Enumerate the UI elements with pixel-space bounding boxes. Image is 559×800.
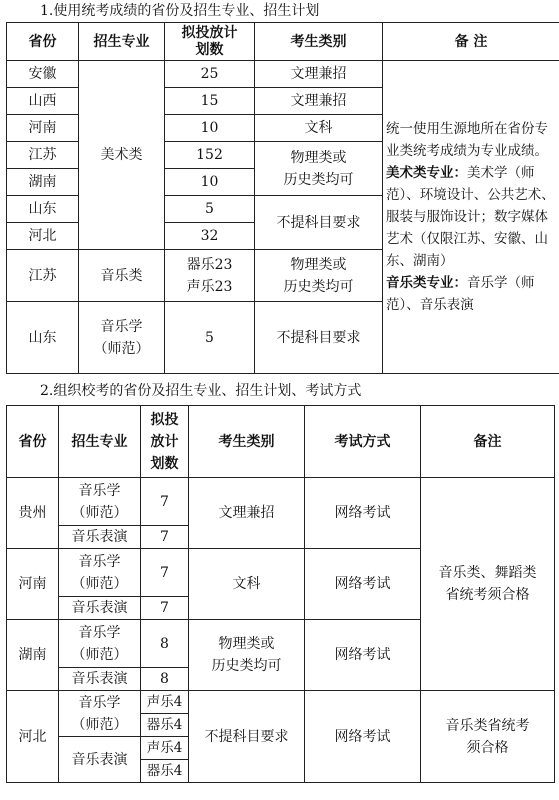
province-cell: 河南 — [7, 115, 79, 142]
major-cell: 音乐学 （师范） — [59, 691, 141, 737]
plan-cell: 25 — [165, 61, 255, 88]
header-type: 考生类别 — [189, 406, 305, 478]
major-cell-music: 音乐类 — [79, 250, 165, 302]
header-exam: 考试方式 — [305, 406, 421, 478]
plan-cell: 7 — [141, 549, 189, 597]
plan-cell: 8 — [141, 620, 189, 668]
header-note: 备注 — [421, 406, 555, 478]
note-cell — [383, 61, 559, 374]
header-major: 招生专业 — [79, 23, 165, 61]
plan-cell: 7 — [141, 478, 189, 526]
note-art-text: 美术学（师范）、环境设计、公共艺术、服装与服饰设计；数字媒体艺术（仅限江苏、安徽、山东、湖南） — [386, 165, 555, 269]
note-cell-a: 音乐类、舞蹈类 省统考须合格 — [421, 478, 555, 691]
major-cell-art: 美术类 — [79, 61, 165, 250]
header-province: 省份 — [7, 23, 79, 61]
exam-cell: 网络考试 — [305, 549, 421, 620]
province-cell: 河南 — [7, 549, 59, 620]
province-cell: 河北 — [7, 223, 79, 250]
plan-cell: 5 — [165, 302, 255, 374]
major-cell: 音乐学 （师范） — [59, 549, 141, 597]
plan-cell: 器乐4 — [141, 760, 189, 783]
note-cell-b: 音乐类省统考 须合格 — [421, 691, 555, 783]
province-cell: 湖南 — [7, 620, 59, 691]
exam-cell: 网络考试 — [305, 478, 421, 549]
header-major: 招生专业 — [59, 406, 141, 478]
province-cell: 安徽 — [7, 61, 79, 88]
type-cell: 文理兼招 — [255, 61, 383, 88]
header-note: 备 注 — [383, 23, 559, 61]
header-province: 省份 — [7, 406, 59, 478]
plan-cell: 声乐4 — [141, 737, 189, 760]
plan-cell: 10 — [165, 169, 255, 196]
province-cell: 河北 — [7, 691, 59, 783]
type-cell: 物理类或 历史类均可 — [189, 620, 305, 691]
type-cell: 文理兼招 — [255, 88, 383, 115]
plan-cell: 7 — [141, 597, 189, 620]
type-cell: 物理类或 历史类均可 — [255, 142, 383, 196]
section1-title: 1.使用统考成绩的省份及招生专业、招生计划 — [40, 3, 320, 19]
type-cell: 文理兼招 — [189, 478, 305, 549]
plan-cell: 15 — [165, 88, 255, 115]
plan-cell: 7 — [141, 526, 189, 549]
type-cell: 文科 — [255, 115, 383, 142]
province-cell: 贵州 — [7, 478, 59, 549]
plan-cell: 8 — [141, 668, 189, 691]
type-cell: 物理类或 历史类均可 — [255, 250, 383, 302]
major-cell: 音乐表演 — [59, 737, 141, 783]
note-art-label: 美术类专业： — [386, 165, 467, 181]
province-cell: 山东 — [7, 196, 79, 223]
type-cell: 不提科目要求 — [255, 302, 383, 374]
exam-cell: 网络考试 — [305, 691, 421, 783]
school-exam-table — [6, 405, 555, 783]
plan-cell: 5 — [165, 196, 255, 223]
header-plan: 拟投放计 划数 — [165, 23, 255, 61]
type-cell: 不提科目要求 — [255, 196, 383, 250]
major-cell: 音乐表演 — [59, 526, 141, 549]
section2-title: 2.组织校考的省份及招生专业、招生计划、考试方式 — [40, 383, 362, 399]
major-cell: 音乐表演 — [59, 668, 141, 691]
unified-exam-table — [6, 22, 559, 374]
plan-cell: 152 — [165, 142, 255, 169]
header-plan: 拟投 放计 划数 — [141, 406, 189, 478]
plan-cell: 器乐4 — [141, 714, 189, 737]
plan-cell: 10 — [165, 115, 255, 142]
plan-cell: 32 — [165, 223, 255, 250]
note-music-label: 音乐类专业： — [386, 275, 467, 291]
major-cell: 音乐表演 — [59, 597, 141, 620]
table-row — [7, 478, 555, 526]
province-cell: 江苏 — [7, 142, 79, 169]
plan-cell: 声乐4 — [141, 691, 189, 714]
note-intro: 统一使用生源地所在省份专业类统考成绩为专业成绩。 — [386, 121, 548, 159]
province-cell: 山东 — [7, 302, 79, 374]
header-type: 考生类别 — [255, 23, 383, 61]
exam-cell: 网络考试 — [305, 620, 421, 691]
major-cell: 音乐学 （师范） — [59, 620, 141, 668]
table-row — [7, 61, 559, 88]
major-cell-music-edu: 音乐学 （师范） — [79, 302, 165, 374]
province-cell: 山西 — [7, 88, 79, 115]
province-cell: 湖南 — [7, 169, 79, 196]
table-row — [7, 691, 555, 714]
major-cell: 音乐学 （师范） — [59, 478, 141, 526]
type-cell: 不提科目要求 — [189, 691, 305, 783]
note-music-text: 音乐学（师范）、音乐表演 — [386, 275, 535, 313]
type-cell: 文科 — [189, 549, 305, 620]
plan-cell: 器乐23 声乐23 — [165, 250, 255, 302]
province-cell: 江苏 — [7, 250, 79, 302]
